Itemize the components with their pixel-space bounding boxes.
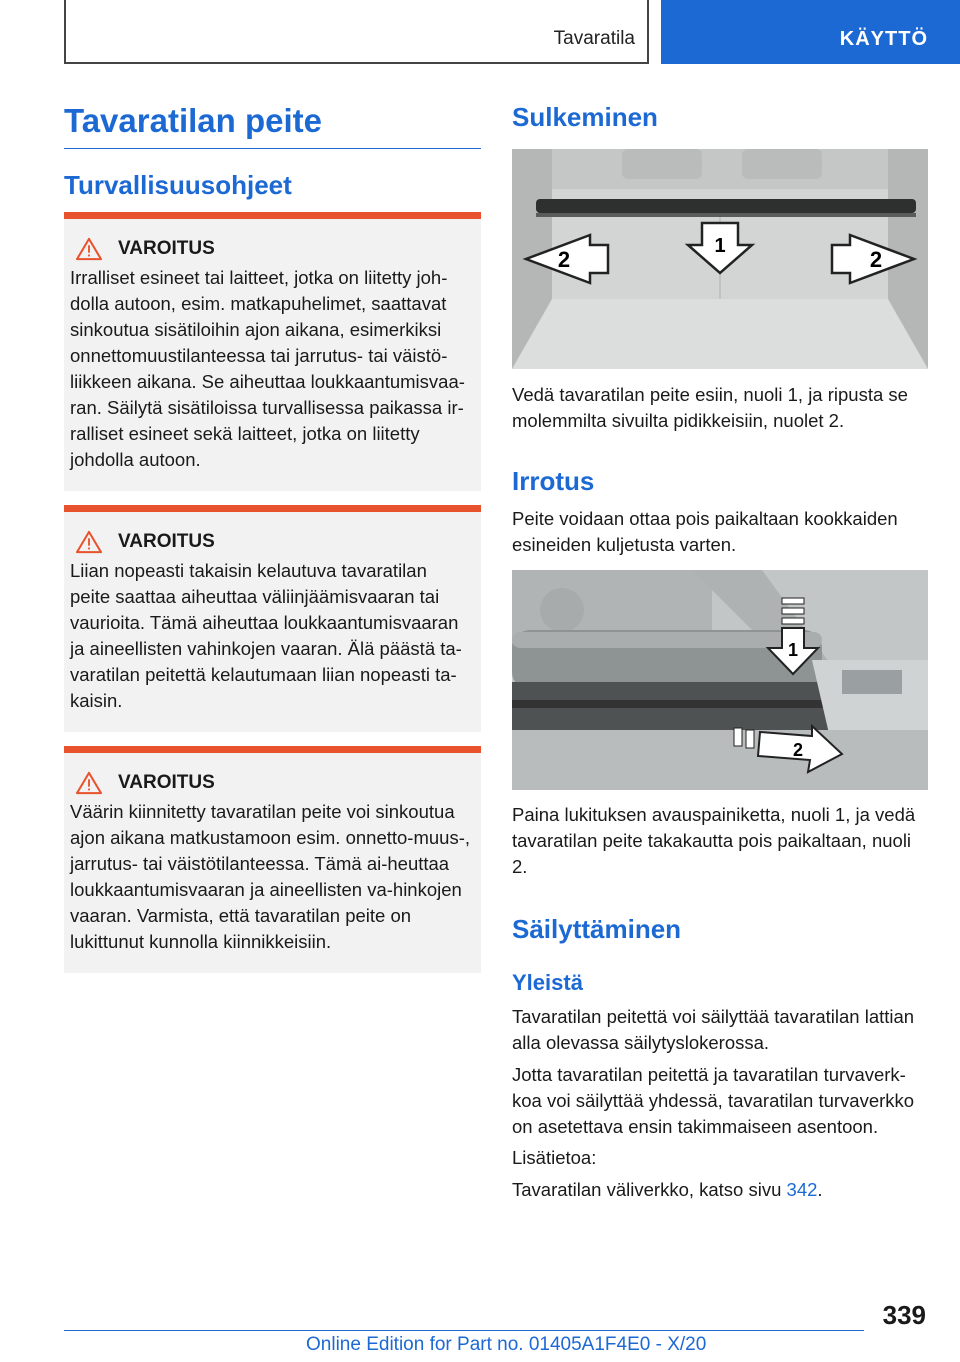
arrow-2-label: 2 bbox=[792, 740, 804, 760]
cargo-cover-closing-illustration bbox=[512, 149, 928, 369]
header-chapter-tab[interactable] bbox=[661, 0, 960, 64]
removal-heading: Irrotus bbox=[512, 466, 595, 496]
removal-intro: Peite voidaan ottaa pois paikaltaan kookkaiden esineiden kuljetusta varten. bbox=[512, 508, 898, 555]
warning-box-1 bbox=[64, 212, 481, 491]
warning-box-2 bbox=[64, 505, 481, 732]
page-reference-link[interactable]: 342 bbox=[786, 1179, 818, 1200]
header-section-box bbox=[64, 0, 649, 64]
warning-triangle-icon bbox=[74, 237, 104, 261]
storage-subheading: Yleistä bbox=[512, 970, 583, 995]
storage-paragraph-4 bbox=[512, 1177, 928, 1203]
storage-paragraph-2: Jotta tavaratilan peitettä ja tavaratilan turvaverk-koa voi säilyttää yhdessä, tavaratilan turvaverkko on asetettava ensin takimmaiseen asentoon. bbox=[512, 1064, 915, 1137]
arrow-1-label: 1 bbox=[714, 235, 726, 257]
warning-text: Irralliset esineet tai laitteet, jotka on liitetty joh-dolla autoon, esim. matkapuhelimet, saattavat sinkoutua sisätiloihin ajon aikana, esimerkiksi onnettomuustilanteessa tai jarrutus- tai väistö-liikkeen aikana. Se aiheuttaa loukkaantumisvaa-ran. Säilytä sisätiloissa turvallisessa paikassa ir-ralliset esineet sekä laitteet, jotka on liitetty johdolla autoon. bbox=[70, 267, 465, 470]
cross-reference-text: Tavaratilan väliverkko, katso sivu bbox=[512, 1179, 787, 1200]
storage-paragraph-3: Lisätietoa: bbox=[512, 1147, 597, 1168]
footer-edition-text: Online Edition for Part no. 01405A1F4E0 - X/20 bbox=[306, 1334, 707, 1355]
warning-label: VAROITUS bbox=[118, 531, 215, 552]
arrow-2-right-label: 2 bbox=[869, 247, 883, 272]
closing-heading: Sulkeminen bbox=[512, 102, 658, 132]
header-section-title: Tavaratila bbox=[553, 28, 635, 49]
storage-heading: Säilyttäminen bbox=[512, 914, 682, 944]
footer-divider bbox=[64, 1330, 864, 1331]
warning-text: Liian nopeasti takaisin kelautuva tavaratilan peite saattaa aiheuttaa väliinjäämisvaaran tai vaurioita. Tämä aiheuttaa loukkaantumisvaaran ja aineellisten vahinkojen vaaran. Älä päästä ta-varatilan peitettä kelautumaan liian nopeasti ta-kaisin. bbox=[70, 560, 462, 711]
header-chapter-label: KÄYTTÖ bbox=[839, 28, 928, 50]
warning-text: Väärin kiinnitetty tavaratilan peite voi sinkoutua ajon aikana matkustamoon esim. onnetto-muus-, jarrutus- tai väistötilanteessa. Tämä ai-heuttaa loukkaantumisvaaran ja aineellisten va-hinkojen vaaran. Varmista, että tavaratilan peite on lukittunut kunnolla kiinnikkeisiin. bbox=[70, 801, 471, 952]
storage-paragraph-1: Tavaratilan peitettä voi säilyttää tavaratilan lattian alla olevassa säilytyslokerossa. bbox=[512, 1006, 915, 1053]
arrow-2-left-label: 2 bbox=[557, 247, 571, 272]
page-title: Tavaratilan peite bbox=[64, 102, 481, 149]
warning-triangle-icon bbox=[74, 530, 104, 554]
warning-label: VAROITUS bbox=[118, 238, 215, 259]
page-number: 339 bbox=[882, 1300, 926, 1330]
cargo-cover-removal-illustration bbox=[512, 570, 928, 790]
period: . bbox=[817, 1179, 823, 1200]
warning-box-3 bbox=[64, 746, 481, 973]
arrow-1-label: 1 bbox=[787, 640, 799, 660]
closing-text: Vedä tavaratilan peite esiin, nuoli 1, ja ripusta se molemmilta sivuilta pidikkeisiin, nuolet 2. bbox=[512, 384, 908, 431]
safety-heading: Turvallisuusohjeet bbox=[64, 170, 292, 200]
warning-triangle-icon bbox=[74, 771, 104, 795]
removal-text: Paina lukituksen avauspainiketta, nuoli 1, ja vedä tavaratilan peite takakautta pois paikaltaan, nuoli 2. bbox=[512, 804, 916, 877]
warning-label: VAROITUS bbox=[118, 772, 215, 793]
